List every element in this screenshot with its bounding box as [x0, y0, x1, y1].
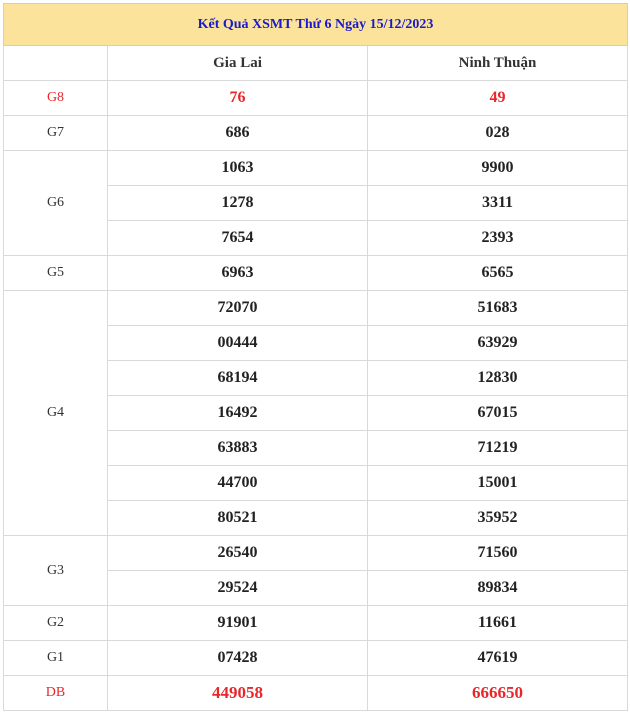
prize-row-g3: [4, 536, 628, 571]
ninh-thuan-number: 11661: [368, 606, 628, 641]
prize-label: G4: [4, 291, 108, 536]
ninh-thuan-number: 2393: [368, 221, 628, 256]
gia-lai-number: 686: [108, 116, 368, 151]
gia-lai-number: 1278: [108, 186, 368, 221]
prize-row-g5: [4, 256, 628, 291]
prize-label: G1: [4, 641, 108, 676]
header-ninh-thuan: Ninh Thuận: [368, 46, 628, 81]
prize-row-g1: [4, 641, 628, 676]
gia-lai-number: 80521: [108, 501, 368, 536]
gia-lai-number: 76: [108, 81, 368, 116]
header-gia-lai: Gia Lai: [108, 46, 368, 81]
lottery-results-table: [3, 3, 628, 711]
gia-lai-number: 26540: [108, 536, 368, 571]
gia-lai-number: 91901: [108, 606, 368, 641]
table-title: Kết Quả XSMT Thứ 6 Ngày 15/12/2023: [4, 4, 628, 46]
gia-lai-number: 72070: [108, 291, 368, 326]
title-row: [4, 4, 628, 46]
ninh-thuan-number: 028: [368, 116, 628, 151]
prize-row-db: [4, 676, 628, 711]
gia-lai-number: 63883: [108, 431, 368, 466]
prize-row-g2: [4, 606, 628, 641]
ninh-thuan-number: 6565: [368, 256, 628, 291]
gia-lai-number: 29524: [108, 571, 368, 606]
prize-label: G8: [4, 81, 108, 116]
gia-lai-number: 00444: [108, 326, 368, 361]
gia-lai-number: 449058: [108, 676, 368, 711]
prize-label: DB: [4, 676, 108, 711]
prize-label: G3: [4, 536, 108, 606]
prize-row-g6: [4, 151, 628, 186]
prize-label: G6: [4, 151, 108, 256]
ninh-thuan-number: 71560: [368, 536, 628, 571]
prize-label: G2: [4, 606, 108, 641]
gia-lai-number: 7654: [108, 221, 368, 256]
gia-lai-number: 1063: [108, 151, 368, 186]
ninh-thuan-number: 12830: [368, 361, 628, 396]
prize-row-g7: [4, 116, 628, 151]
ninh-thuan-number: 71219: [368, 431, 628, 466]
gia-lai-number: 68194: [108, 361, 368, 396]
ninh-thuan-number: 47619: [368, 641, 628, 676]
ninh-thuan-number: 35952: [368, 501, 628, 536]
ninh-thuan-number: 15001: [368, 466, 628, 501]
ninh-thuan-number: 9900: [368, 151, 628, 186]
gia-lai-number: 6963: [108, 256, 368, 291]
prize-label: G5: [4, 256, 108, 291]
ninh-thuan-number: 51683: [368, 291, 628, 326]
ninh-thuan-number: 666650: [368, 676, 628, 711]
ninh-thuan-number: 63929: [368, 326, 628, 361]
header-prize: [4, 46, 108, 81]
prize-row-g8: [4, 81, 628, 116]
results-table-container: [3, 3, 627, 711]
ninh-thuan-number: 49: [368, 81, 628, 116]
ninh-thuan-number: 3311: [368, 186, 628, 221]
gia-lai-number: 16492: [108, 396, 368, 431]
prize-label: G7: [4, 116, 108, 151]
gia-lai-number: 44700: [108, 466, 368, 501]
ninh-thuan-number: 89834: [368, 571, 628, 606]
prize-row-g4: [4, 291, 628, 326]
gia-lai-number: 07428: [108, 641, 368, 676]
header-row: [4, 46, 628, 81]
ninh-thuan-number: 67015: [368, 396, 628, 431]
